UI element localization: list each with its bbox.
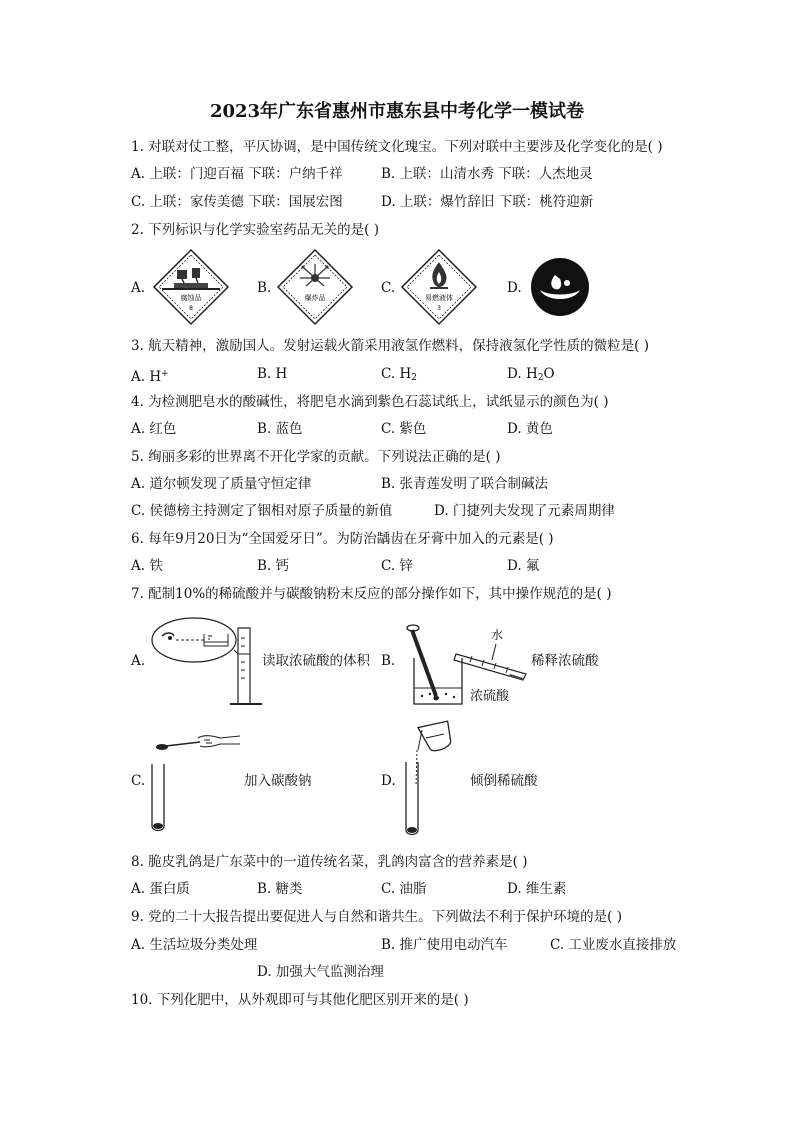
question-7-option-d: D. (381, 773, 396, 789)
question-7-stem: 7. 配制10%的稀硫酸并与碳酸钠粉末反应的部分操作如下，其中操作规范的是( ) (131, 586, 612, 602)
question-7-option-b: B. (381, 653, 396, 669)
svg-text:3: 3 (437, 305, 441, 312)
question-5-option-a: A. 道尔顿发现了质量守恒定律 (131, 476, 312, 492)
question-8-option-d: D. 维生素 (507, 881, 567, 897)
question-2-option-d: D. (507, 280, 522, 296)
question-5-option-d: D. 门捷列夫发现了元素周期律 (434, 503, 615, 519)
question-7-option-a: A. (131, 653, 146, 669)
corrosive-hazard-sign (152, 248, 230, 326)
question-8-option-b: B. 糖类 (257, 881, 303, 897)
question-6-option-b: B. 钙 (257, 558, 290, 574)
question-1-option-b: B. 上联：山清水秀 下联：人杰地灵 (381, 166, 593, 182)
option-d-caption: 倾倒稀硫酸 (470, 773, 538, 789)
question-1-option-a: A. 上联：门迎百福 下联：户纳千祥 (131, 166, 343, 182)
question-5-option-b: B. 张青莲发明了联合制碱法 (381, 476, 549, 492)
question-1-stem: 1. 对联对仗工整，平仄协调，是中国传统文化瑰宝。下列对联中主要涉及化学变化的是( ) (131, 139, 663, 155)
question-4-option-d: D. 黄色 (507, 421, 553, 437)
question-2-stem: 2. 下列标识与化学实验室药品无关的是( ) (131, 222, 379, 238)
question-6-option-a: A. 铁 (131, 558, 163, 574)
question-9-stem: 9. 党的二十大报告提出要促进人与自然和谐共生。下列做法不利于保护环境的是( ) (131, 909, 622, 925)
question-7-option-c: C. (131, 773, 146, 789)
page-title: 2023年广东省惠州市惠东县中考化学一模试卷 (209, 101, 585, 122)
explosive-label: 爆炸品 (304, 294, 326, 302)
water-label: 水 (491, 628, 504, 642)
pouring-acid-figure (400, 716, 470, 840)
question-4-option-c: C. 紫色 (381, 421, 427, 437)
question-9-option-d: D. 加强大气监测治理 (257, 964, 384, 980)
water-saving-logo (530, 257, 590, 317)
question-6-option-c: C. 锌 (381, 558, 413, 574)
explosive-hazard-sign (276, 248, 354, 326)
question-9-option-c: C. 工业废水直接排放 (550, 937, 677, 953)
question-9-option-a: A. 生活垃圾分类处理 (131, 937, 258, 953)
question-2-option-c: C. (381, 280, 396, 296)
question-4-option-a: A. 红色 (131, 421, 177, 437)
question-3-option-b: B. H (257, 366, 288, 382)
flammable-liquid-sign (400, 248, 478, 326)
flammable-label: 易燃液体 (425, 294, 453, 302)
question-9-option-b: B. 推广使用电动汽车 (381, 937, 508, 953)
adding-sodium-carbonate-figure (148, 730, 243, 835)
question-8-stem: 8. 脆皮乳鸽是广东菜中的一道传统名菜，乳鸽肉富含的营养素是( ) (131, 854, 528, 870)
question-5-option-c: C. 侯德榜主持测定了铟相对原子质量的新值 (131, 503, 393, 519)
corrosive-label: 腐蚀品 (180, 294, 202, 302)
question-6-option-d: D. 氟 (507, 558, 540, 574)
question-1-option-d: D. 上联：爆竹辞旧 下联：桃符迎新 (381, 194, 594, 210)
reading-cylinder-figure (150, 616, 265, 708)
question-4-stem: 4. 为检测肥皂水的酸碱性，将肥皂水滴到紫色石蕊试纸上，试纸显示的颜色为( ) (131, 394, 609, 410)
question-2-option-b: B. (257, 280, 272, 296)
question-10-stem: 10. 下列化肥中，从外观即可与其他化肥区别开来的是( ) (131, 992, 469, 1008)
question-8-option-c: C. 油脂 (381, 881, 427, 897)
diluting-acid-figure (400, 618, 530, 710)
question-3-stem: 3. 航天精神，激励国人。发射运载火箭采用液氢作燃料，保持液氢化学性质的微粒是( ) (131, 338, 649, 354)
question-4-option-b: B. 蓝色 (257, 421, 303, 437)
question-8-option-a: A. 蛋白质 (131, 881, 190, 897)
question-6-stem: 6. 每年9月20日为“全国爱牙日”。为防治龋齿在牙膏中加入的元素是( ) (131, 531, 554, 547)
question-2-option-a: A. (131, 280, 146, 296)
option-a-caption: 读取浓硫酸的体积 (262, 653, 370, 669)
question-3-option-a: A. H+ (131, 369, 169, 385)
concentrated-acid-label: 浓硫酸 (470, 689, 510, 704)
option-c-caption: 加入碳酸钠 (244, 773, 312, 789)
question-3-option-c: C. $H_2$ (381, 366, 417, 383)
question-5-stem: 5. 绚丽多彩的世界离不开化学家的贡献。下列说法正确的是( ) (131, 449, 501, 465)
svg-text:8: 8 (189, 305, 193, 312)
question-1-option-c: C. 上联：家传美德 下联：国展宏图 (131, 194, 343, 210)
question-3-option-d: D. $H_2O$ (507, 366, 555, 383)
option-b-caption: 稀释浓硫酸 (531, 653, 599, 669)
